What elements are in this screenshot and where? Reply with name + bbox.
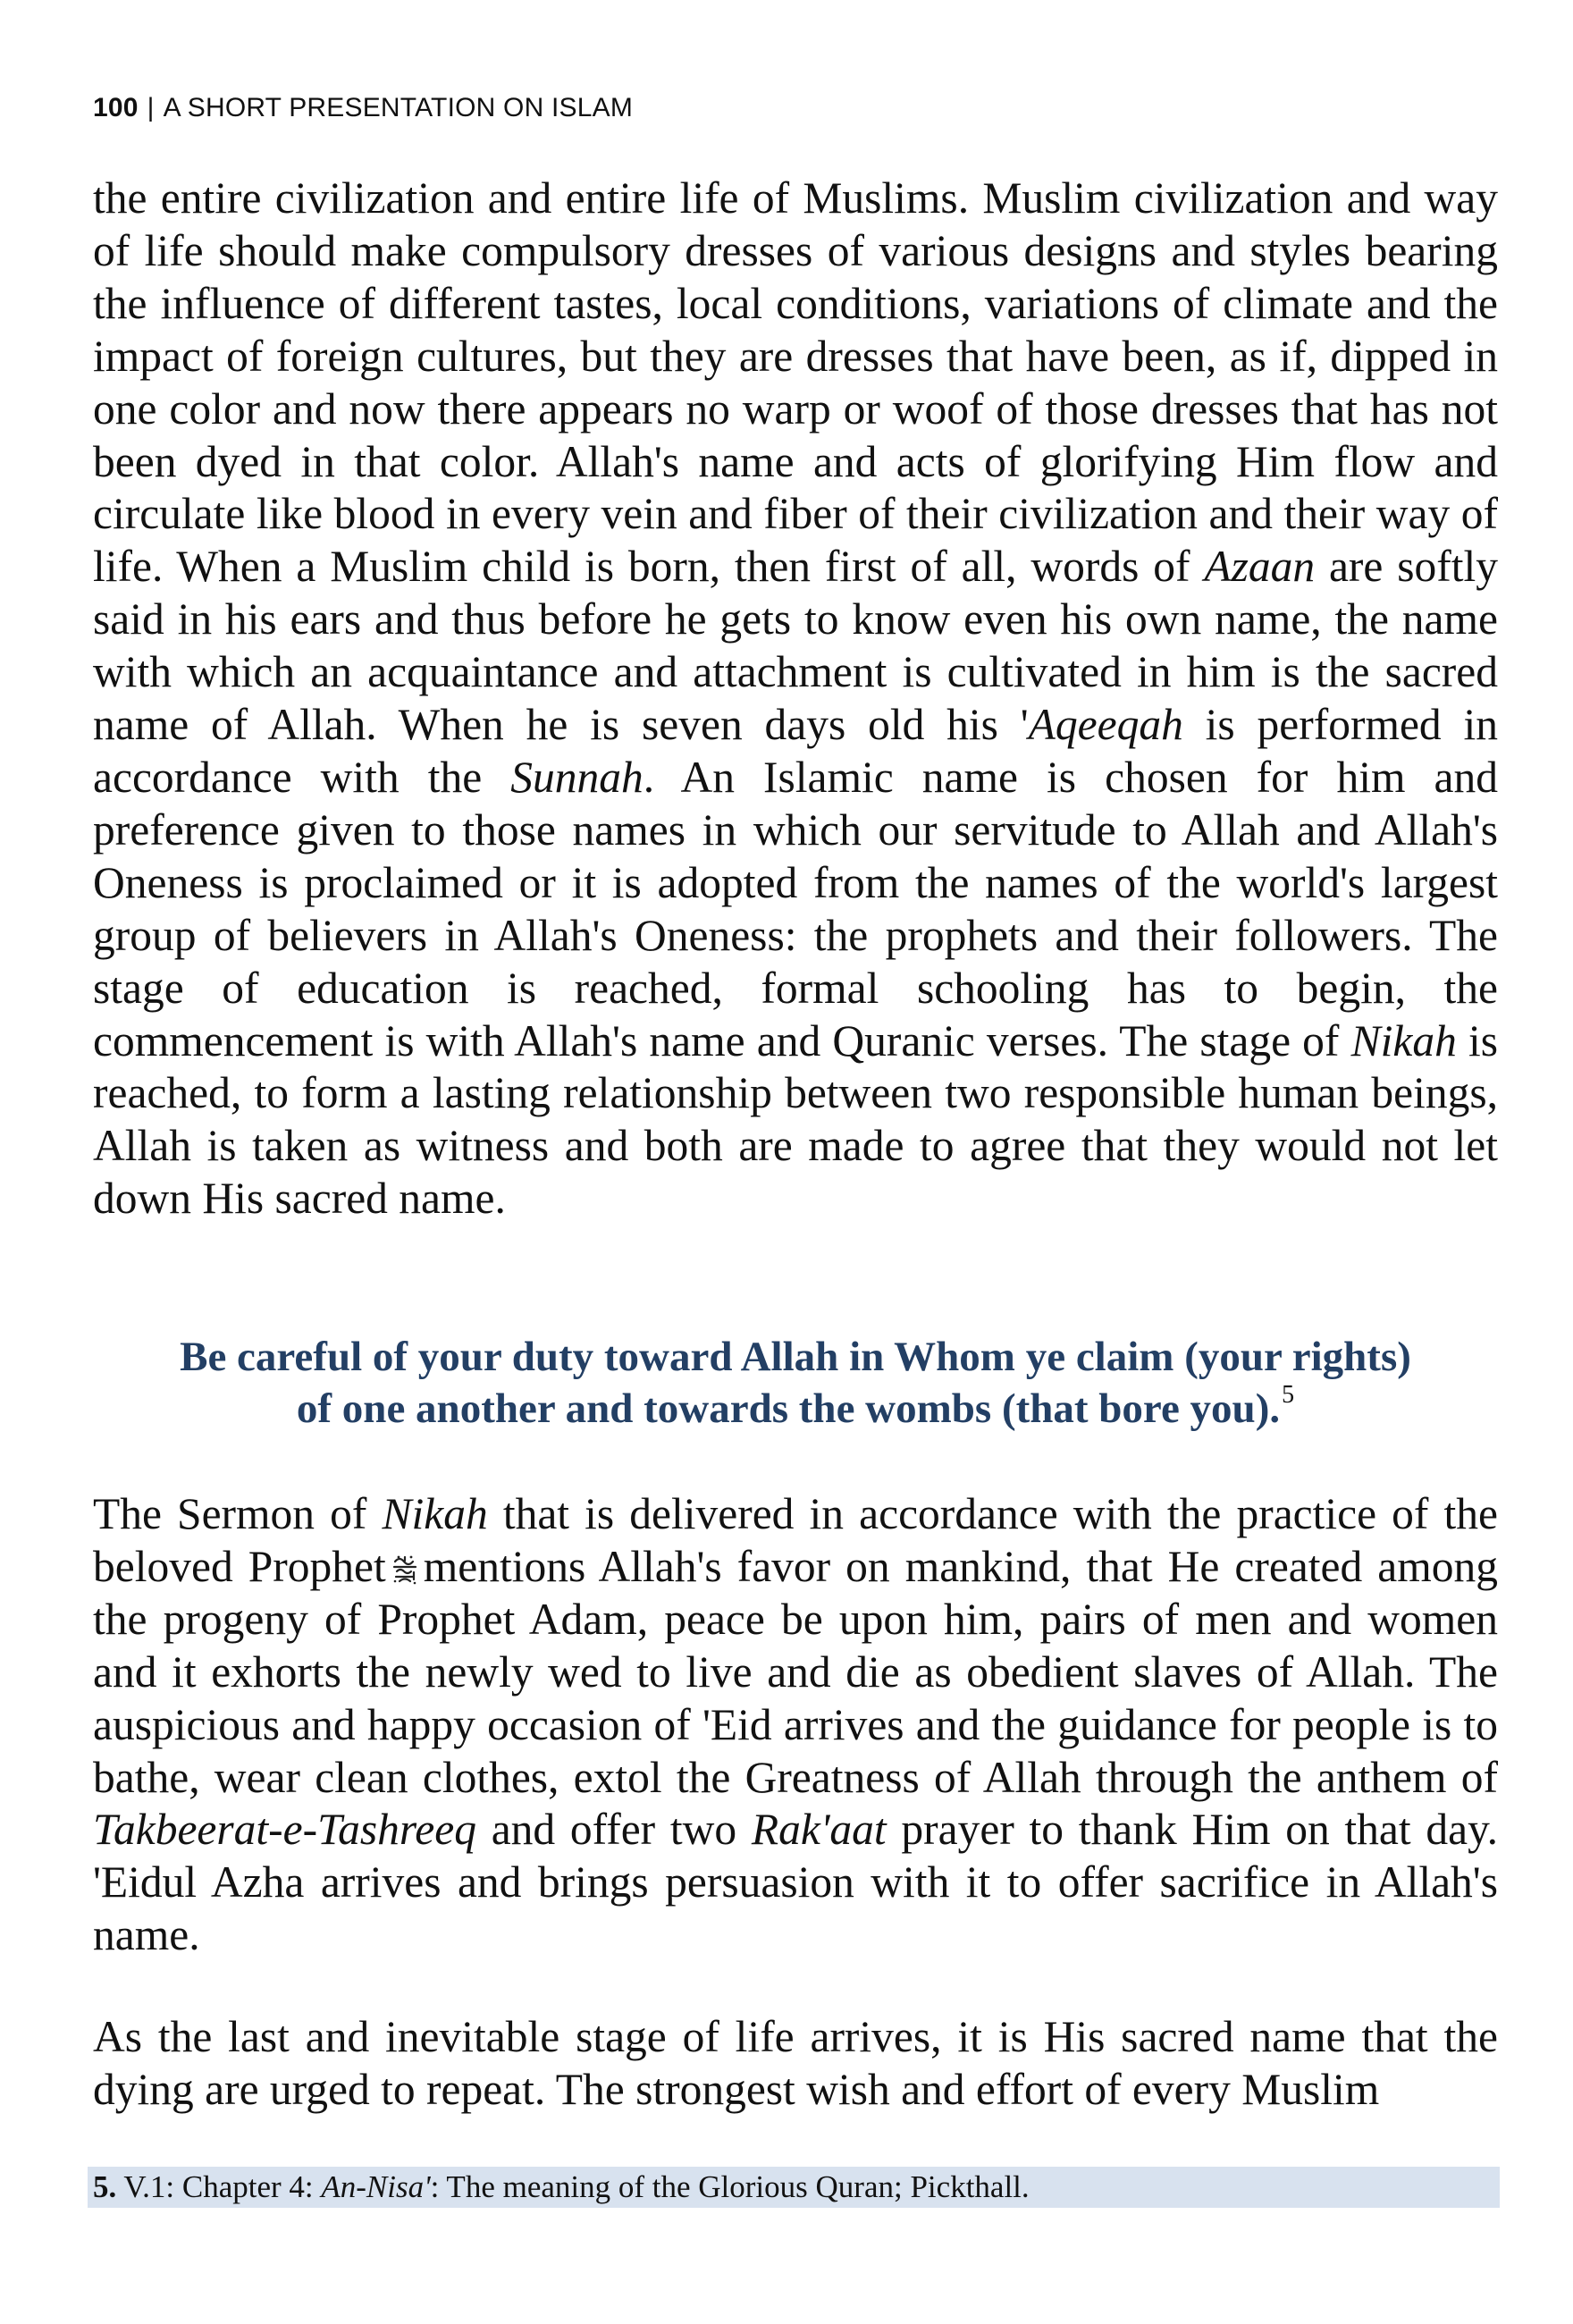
page-number: 100 xyxy=(93,93,139,122)
term-aqeeqah: Aqeeqah xyxy=(1028,700,1183,750)
book-title: A SHORT PRESENTATION ON ISLAM xyxy=(163,93,634,122)
salutation-icon xyxy=(391,1554,418,1585)
term-takbeerat: Takbeerat-e-Tashreeq xyxy=(93,1805,476,1855)
footnote xyxy=(88,2167,1500,2208)
quote-line-2-text: of one another and towards the wombs (that bore you). xyxy=(296,1385,1281,1432)
term-nikah: Nikah xyxy=(382,1489,488,1538)
salutation-icon xyxy=(391,1545,418,1575)
footnote-reference[interactable]: 5 xyxy=(1282,1381,1295,1409)
quote-line-1: Be careful of your duty toward Allah in Whom ye claim (your rights) xyxy=(180,1334,1411,1380)
footnote-text: V.1: Chapter 4: xyxy=(116,2169,322,2204)
paragraph-2-text: prayer to thank Him on that day. 'Eidul Azha arrives and brings persuasion with it to offer sacrifice in Allah's name. xyxy=(93,1805,1498,1960)
paragraph-1-text: the entire civilization and entire life of Muslims. Muslim civilization and way of life should make compulsory dresses of various designs and styles bearing the influence of different tastes, local conditions, variations of climate and the impact of foreign cultures, but they are dresses that have been, as if, dipped in one color and now there appears no warp or woof of those dresses that has not been dyed in that color. Allah's name and acts of glorifying Him flow and circulate like blood in every vein and fiber of their civilization and their way of life. When a Muslim child is born, then first of all, words of xyxy=(93,173,1498,592)
paragraph-3: As the last and inevitable stage of life arrives, it is His sacred name that the dying are urged to repeat. The strongest wish and effort of every Muslim xyxy=(93,2012,1498,2114)
header-separator: | xyxy=(147,93,155,122)
paragraph-2-text: mentions Allah's favor on mankind, that He created among the progeny of Prophet Adam, peace be upon him, pairs of men and women and it exhorts the newly wed to live and die as obedient slaves of Allah. The auspicious and happy occasion of 'Eid arrives and the guidance for people is to bathe, wear clean clothes, extol the Greatness of Allah through the anthem of xyxy=(93,1541,1498,1802)
footnote-number: 5. xyxy=(93,2169,117,2204)
footnote-surah: An-Nisa' xyxy=(321,2169,431,2204)
running-header xyxy=(93,93,633,123)
footnote-text: : The meaning of the Glorious Quran; Pickthall. xyxy=(430,2169,1030,2204)
term-sunnah: Sunnah xyxy=(510,752,644,802)
quran-quote xyxy=(93,1331,1498,1435)
paragraph-1-text: are softly said in his ears and thus before he gets to know even his own name, the name with which an acquaintance and attachment is cultivated in him is the sacred name of Allah. When he is seven days old his ' xyxy=(93,542,1498,750)
paragraph-2-text: The Sermon of xyxy=(93,1489,383,1538)
term-azaan: Azaan xyxy=(1204,542,1316,592)
paragraph-1-text: is reached, to form a lasting relationship between two responsible human beings, Allah is taken as witness and both are made to agree that they would not let down His sacred name. xyxy=(93,1015,1498,1224)
term-nikah: Nikah xyxy=(1350,1015,1457,1065)
paragraph-2 xyxy=(93,1488,1498,1962)
quote-line-2 xyxy=(93,1383,1498,1435)
paragraph-1-text: . An Islamic name is chosen for him and preference given to those names in which our servitude to Allah and Allah's Oneness is proclaimed or it is adopted from the names of the world's largest group of believers in Allah's Oneness: the prophets and their followers. The stage of education is reached, formal schooling has to begin, the commencement is with Allah's name and Quranic verses. The stage of xyxy=(93,752,1498,1065)
paragraph-2-text: and offer two xyxy=(475,1805,752,1855)
paragraph-1-text: is performed in accordance with the xyxy=(93,700,1498,802)
term-rakaat: Rak'aat xyxy=(751,1805,887,1855)
paragraph-2-text: that is delivered in accordance with the practice of the beloved Prophet xyxy=(93,1489,1498,1591)
paragraph-1 xyxy=(93,173,1498,1225)
